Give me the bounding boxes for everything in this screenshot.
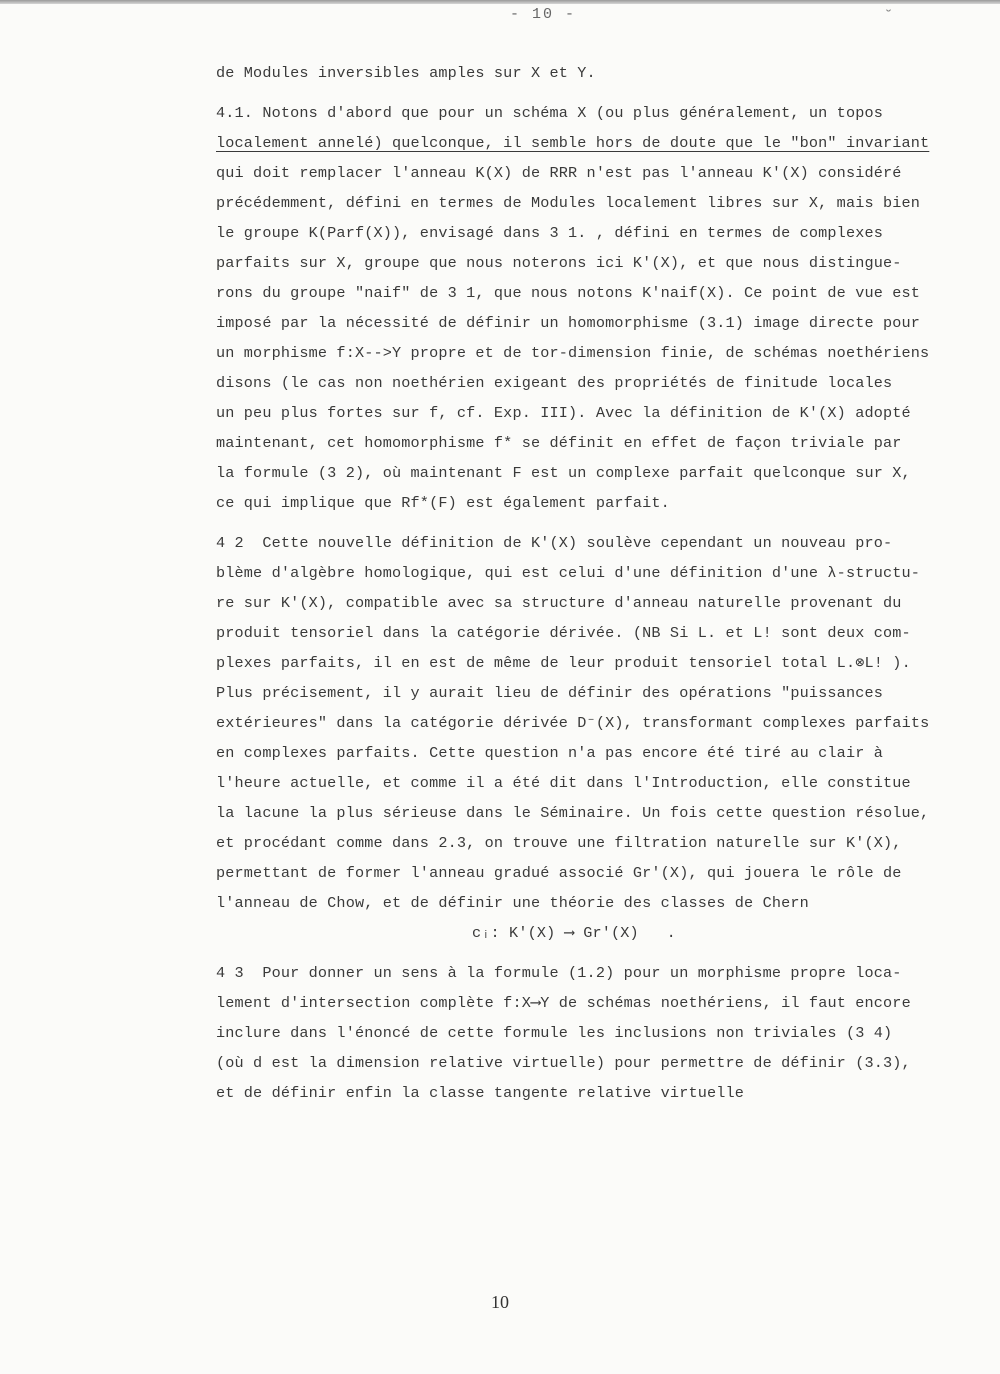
running-header-mark: - 10 - xyxy=(510,6,577,23)
text-line: la formule (3 2), où maintenant F est un complexe parfait quelconque sur X, xyxy=(216,464,911,482)
page-body xyxy=(216,58,984,1108)
text-line: parfaits sur X, groupe que nous noterons ici K'(X), et que nous distingue- xyxy=(216,254,902,272)
text-line: la lacune la plus sérieuse dans le Séminaire. Un fois cette question résolue, xyxy=(216,804,930,822)
text-line: produit tensoriel dans la catégorie dérivée. (NB Si L. et L! sont deux com- xyxy=(216,624,911,642)
text-line: inclure dans l'énoncé de cette formule les inclusions non triviales (3 4) xyxy=(216,1024,893,1042)
text-line: et de définir enfin la classe tangente relative virtuelle xyxy=(216,1084,745,1102)
text-line: le groupe K(Parf(X)), envisagé dans 3 1. , défini en termes de complexes xyxy=(216,224,884,242)
text-line: imposé par la nécessité de définir un homomorphisme (3.1) image directe pour xyxy=(216,314,921,332)
text-line: et procédant comme dans 2.3, on trouve une filtration naturelle sur K'(X), xyxy=(216,834,902,852)
text-line: Plus précisement, il y aurait lieu de définir des opérations "puissances xyxy=(216,684,884,702)
text-line: ce qui implique que Rf*(F) est également parfait. xyxy=(216,494,670,512)
display-formula-chern-classes xyxy=(216,918,984,948)
text-line: permettant de former l'anneau gradué associé Gr'(X), qui jouera le rôle de xyxy=(216,864,902,882)
text-line: l'heure actuelle, et comme il a été dit dans l'Introduction, elle constitue xyxy=(216,774,911,792)
text-line: l'anneau de Chow, et de définir une théorie des classes de Chern xyxy=(216,894,809,912)
text-line: en complexes parfaits. Cette question n'a pas encore été tiré au clair à xyxy=(216,744,884,762)
text-line: un peu plus fortes sur f, cf. Exp. III). Avec la définition de K'(X) adopté xyxy=(216,404,911,422)
paragraph-4-2 xyxy=(216,528,984,918)
scan-top-edge xyxy=(0,0,1000,4)
paragraph-4-1 xyxy=(216,98,984,518)
text-line: plexes parfaits, il en est de même de leur produit tensoriel total L.⊗L! ). xyxy=(216,654,911,672)
formula-line: cᵢ: K'(X) ⟶ Gr'(X) . xyxy=(472,924,676,942)
paragraph-intro xyxy=(216,58,984,88)
paragraph-4-3 xyxy=(216,958,984,1108)
text-line: de Modules inversibles amples sur X et Y. xyxy=(216,64,596,82)
text-line: disons (le cas non noethérien exigeant des propriétés de finitude locales xyxy=(216,374,893,392)
corner-mark: ˘ xyxy=(884,8,894,25)
text-line: localement annelé) quelconque, il semble hors de doute que le "bon" invariant xyxy=(216,134,930,152)
text-line: 4.1. Notons d'abord que pour un schéma X (ou plus généralement, un topos xyxy=(216,104,884,122)
text-line: extérieures" dans la catégorie dérivée D⁻(X), transformant complexes parfaits xyxy=(216,714,930,732)
text-line: maintenant, cet homomorphisme f* se définit en effet de façon triviale par xyxy=(216,434,902,452)
text-line: rons du groupe "naif" de 3 1, que nous notons K'naif(X). Ce point de vue est xyxy=(216,284,921,302)
text-line: qui doit remplacer l'anneau K(X) de RRR n'est pas l'anneau K'(X) considéré xyxy=(216,164,902,182)
text-line: re sur K'(X), compatible avec sa structure d'anneau naturelle provenant du xyxy=(216,594,902,612)
text-line: (où d est la dimension relative virtuelle) pour permettre de définir (3.3), xyxy=(216,1054,911,1072)
page-number: 10 xyxy=(491,1292,509,1312)
text-line: blème d'algèbre homologique, qui est celui d'une définition d'une λ-structu- xyxy=(216,564,921,582)
text-line: précédemment, défini en termes de Modules localement libres sur X, mais bien xyxy=(216,194,921,212)
text-line: un morphisme f:X-->Y propre et de tor-dimension finie, de schémas noethériens xyxy=(216,344,930,362)
text-line: 4 3 Pour donner un sens à la formule (1.2) pour un morphisme propre loca- xyxy=(216,964,902,982)
text-line: 4 2 Cette nouvelle définition de K'(X) soulève cependant un nouveau pro- xyxy=(216,534,893,552)
text-line: lement d'intersection complète f:X⟶Y de schémas noethériens, il faut encore xyxy=(216,994,911,1012)
